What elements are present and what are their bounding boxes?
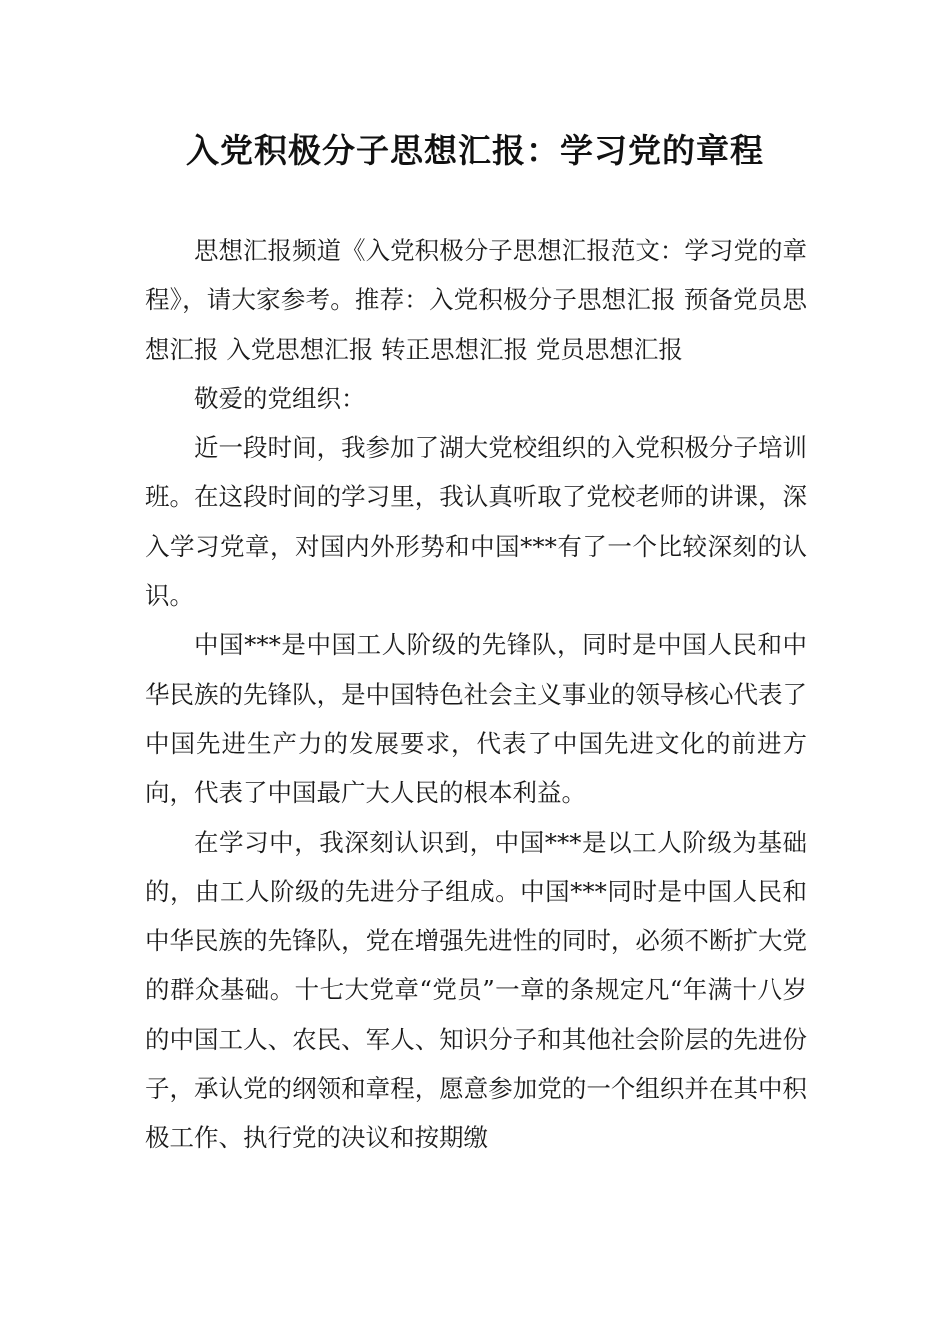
document-title: 入党积极分子思想汇报：学习党的章程 <box>186 131 764 170</box>
body-paragraph-3: 在学习中，我深刻认识到，中国***是以工人阶级为基础的，由工人阶级的先进分子组成。中国***同时是中国人民和中华民族的先锋队，党在增强先进性的同时，必须不断扩大党的群众基础。十七大党章“党员”一章的条规定凡“年满十八岁的中国工人、农民、军人、知识分子和其他社会阶层的先进份子，承认党的纲领和章程，愿意参加党的一个组织并在其中积极工作、执行党的决议和按期缴 <box>145 827 807 1153</box>
intro-paragraph: 思想汇报频道《入党积极分子思想汇报范文：学习党的章程》，请大家参考。推荐：入党积极分子思想汇报 预备党员思想汇报 入党思想汇报 转正思想汇报 党员思想汇报 <box>145 236 807 364</box>
body-paragraph-2: 中国***是中国工人阶级的先锋队，同时是中国人民和中华民族的先锋队，是中国特色社会主义事业的领导核心代表了中国先进生产力的发展要求，代表了中国先进文化的前进方向，代表了中国最广大人民的根本利益。 <box>145 630 807 808</box>
document-body <box>145 226 807 1163</box>
salutation: 敬爱的党组织： <box>194 383 366 413</box>
body-paragraph-1: 近一段时间，我参加了湖大党校组织的入党积极分子培训班。在这段时间的学习里，我认真听取了党校老师的讲课，深入学习党章，对国内外形势和中国***有了一个比较深刻的认识。 <box>145 433 807 611</box>
